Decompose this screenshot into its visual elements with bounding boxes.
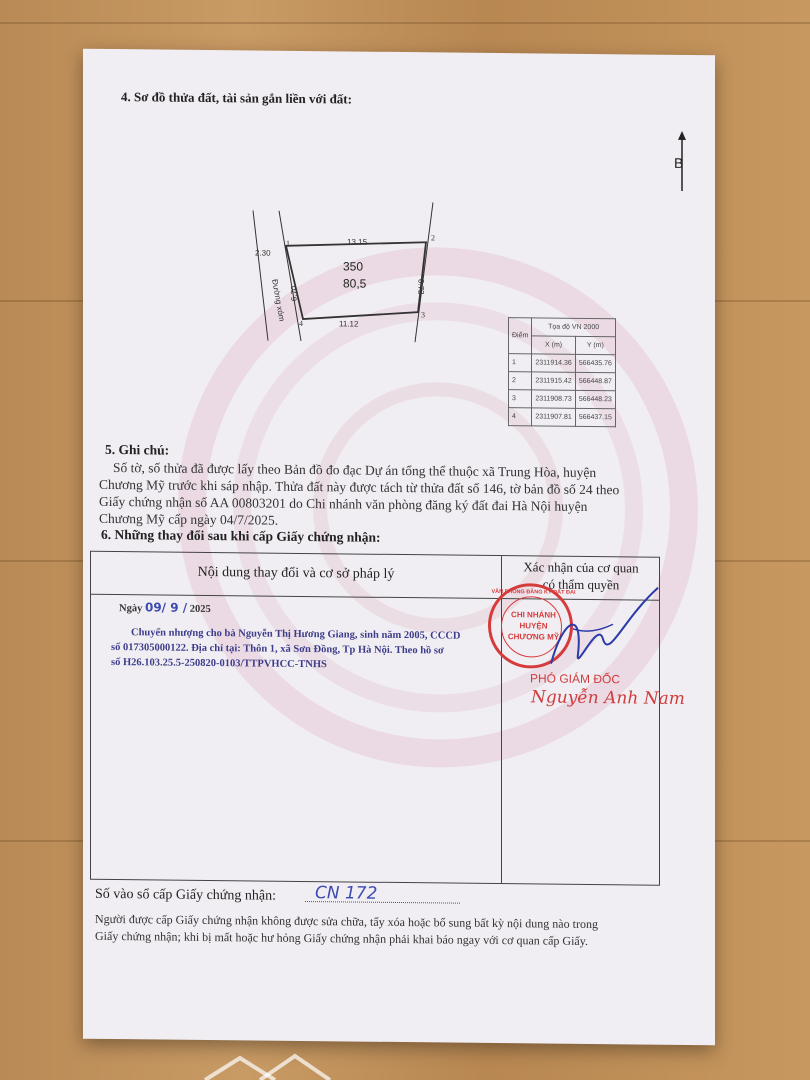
coord-header-point: Điểm [509, 318, 532, 354]
table-row [509, 390, 616, 409]
footer-warning [95, 911, 705, 951]
date-prefix: Ngày [119, 603, 143, 615]
table-cell: 566448.87 [575, 372, 615, 390]
table-row [509, 408, 616, 427]
corner-3: 3 [421, 310, 425, 320]
corner-2: 2 [431, 233, 435, 243]
footer-line: Giấy chứng nhận; khi bị mất hoặc hư hỏng Giấy chứng nhận phải khai báo ngay với cơ quan cấp Giấy. [95, 928, 588, 948]
stamp-line-2: HUYỆN [519, 621, 548, 631]
change-line: Chuyển nhượng cho bà Nguyễn Thị Hương Giang, sinh năm 2005, CCCD [131, 627, 461, 642]
parcel-area: 80,5 [343, 276, 367, 291]
footer-line: Người được cấp Giấy chứng nhận không được sửa chữa, tẩy xóa hoặc bổ sung bất kỳ nội dung nào trong [95, 911, 598, 932]
col2-header-line: có thẩm quyền [542, 576, 620, 593]
table-cell: 2 [509, 372, 532, 390]
coord-header-x: X (m) [532, 336, 575, 354]
coordinate-table [508, 317, 616, 427]
wood-grain [0, 22, 810, 24]
table-cell: 2311908.73 [532, 390, 575, 408]
signature-scribble [543, 579, 663, 680]
section-6-title: 6. Những thay đổi sau khi cấp Giấy chứng nhận: [101, 526, 381, 545]
house-logo-icon [200, 1050, 350, 1080]
dim-2-30: 2.30 [255, 248, 271, 258]
date-handwritten: 09/ 9 / [144, 600, 188, 615]
signature-title: PHÓ GIÁM ĐỐC [530, 671, 621, 687]
north-label: B [674, 154, 684, 171]
note-line: Chương Mỹ trước khi sáp nhập. Thửa đất này được tách từ thửa đất số 146, tờ bản đồ số 24 theo [99, 476, 620, 498]
note-line: Chương Mỹ cấp ngày 04/7/2025. [99, 510, 279, 528]
registry-label: Số vào sổ cấp Giấy chứng nhận: [95, 886, 276, 904]
corner-1: 1 [286, 238, 290, 248]
section-4-title: 4. Sơ đồ thửa đất, tài sản gắn liền với đất: [121, 89, 352, 107]
table-cell: 566435.76 [575, 354, 615, 372]
note-block [99, 459, 713, 533]
dim-13-15: 13.15 [347, 237, 368, 247]
table-cell: 2311914.36 [532, 354, 575, 372]
dim-6-72: 6.72 [416, 278, 426, 295]
stamp-top-text: VĂN PHÒNG ĐĂNG KÝ ĐẤT ĐAI [491, 588, 576, 596]
table-cell: 2311907.81 [532, 408, 575, 426]
registry-number: CN 172 [315, 883, 378, 904]
coord-caption: Tọa độ VN 2000 [532, 318, 616, 337]
table-cell: 4 [509, 408, 532, 426]
stamp-line-3: CHƯƠNG MỸ [507, 632, 560, 642]
col2-header-line: Xác nhận của cơ quan [523, 559, 639, 576]
dim-6-70: 6.70 [289, 285, 299, 302]
table-row [509, 354, 616, 373]
road-label: Đường xóm [270, 278, 287, 322]
stamp-line-1: CHI NHÁNH [511, 610, 556, 620]
table-row [509, 372, 616, 391]
table-cell: 3 [509, 390, 532, 408]
table-cell: 1 [509, 354, 532, 372]
change-line: số H26.103.25.5-250820-0103/TTPVHCC-TNHS [111, 656, 327, 671]
note-line: Giấy chứng nhận số AA 00803201 do Chi nhánh văn phòng đăng ký đất đai Hà Nội huyện [99, 493, 588, 514]
parcel-number: 350 [343, 259, 364, 274]
corner-4: 4 [299, 318, 303, 328]
table-cell: 566437.15 [575, 408, 615, 426]
signature-name: Nguyễn Anh Nam [531, 687, 685, 709]
table-cell: 2311915.42 [532, 372, 575, 390]
note-line: Số tờ, số thửa đã được lấy theo Bản đồ đo đạc Dự án tổng thể thuộc xã Trung Hòa, huyện [113, 460, 597, 481]
dim-11-12: 11.12 [339, 319, 359, 329]
date-year: 2025 [189, 603, 211, 616]
certificate-page [83, 49, 715, 1046]
coord-header-y: Y (m) [575, 336, 615, 354]
change-line: số 017305000122. Địa chỉ tại: Thôn 1, xã Sơn Đồng, Tp Hà Nội. Theo hồ sơ [111, 641, 444, 657]
changes-col1-header: Nội dung thay đổi và cơ sở pháp lý [197, 564, 395, 582]
change-date [119, 600, 211, 617]
table-cell: 566448.23 [575, 390, 615, 408]
change-content [111, 625, 501, 674]
section-5-title: 5. Ghi chú: [105, 441, 170, 458]
